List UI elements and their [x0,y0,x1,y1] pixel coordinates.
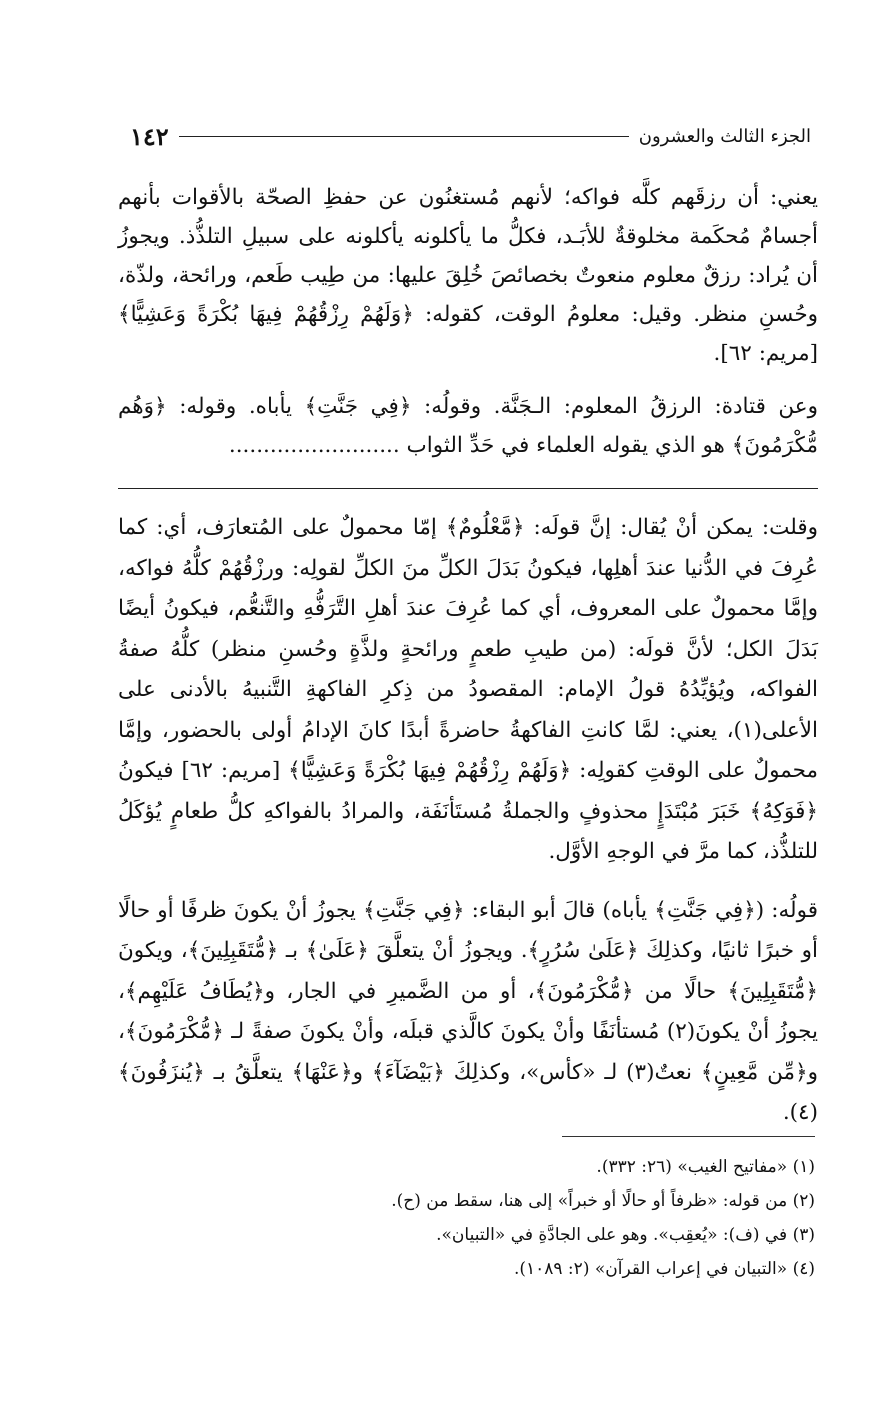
commentary-text [118,178,818,465]
gloss-paragraph: قولُه: (﴿فِي جَنَّتِ﴾ يأباه) قالَ أبو البقاء: ﴿فِي جَنَّتِ﴾ يجوزُ أنْ يكونَ ظرفًا أو حالًا أو خبرًا ثانيًا، وكذلِكَ ﴿عَلَىٰ سُرُرٍ﴾. ويجوزُ أنْ يتعلَّقَ ﴿عَلَىٰ﴾ بـ ﴿مُّتَقَبِلِينَ﴾، ويكونَ ﴿مُّتَقَبِلِينَ﴾ حالًا من ﴿مُّكْرَمُونَ﴾، أو من الضَّميرِ في الجار، و﴿يُطَافُ عَلَيْهِم﴾، يجوزُ أنْ يكونَ(٢) مُستأنَفًا وأنْ يكونَ كالَّذي قبلَه، وأنْ يكونَ صفةً لـ ﴿مُّكْرَمُونَ﴾، و﴿مِّن مَّعِينٍ﴾ نعتٌ(٣) لـ «كأس»، وكذلِكَ ﴿بَيْضَآءَ﴾ و﴿عَنْهَا﴾ يتعلَّقُ بـ ﴿يُنزَفُونَ﴾(٤). [118,897,818,1125]
page-header [120,118,815,154]
footnote: (١) «مفاتيح الغيب» (٢٦: ٣٣٢). [596,1157,815,1177]
footnote: (٢) من قوله: «ظرفاً أو حالًا أو خبراً» إلى هنا، سقط من (ح). [391,1191,815,1211]
commentary-paragraph: وعن قتادة: الرزقُ المعلوم: الـجَنَّة. وقولُه: ﴿فِي جَنَّتِ﴾ يأباه. وقوله: ﴿وَهُم مُّكْرَمُونَ﴾ هو الذي يقوله العلماء في حَدِّ الثواب ......................... [118,394,818,458]
gloss-paragraph: وقلت: يمكن أنْ يُقال: إنَّ قولَه: ﴿مَّعْلُومٌ﴾ إمّا محمولٌ على المُتعارَف، أي: كما عُرِفَ في الدُّنيا عندَ أهلِها، فيكونُ بَدَلَ الكلِّ منَ الكلِّ لقولِه: ورزْقُهُمْ كلُّهُ فواكه، وإمَّا محمولٌ على المعروف، أي كما عُرِفَ عندَ أهلِ التَّرَفُّهِ والتَّنعُّم، فيكونُ أيضًا بَدَلَ الكل؛ لأنَّ قولَه: (من طيبِ طعمٍ ورائحةٍ ولذَّةٍ وحُسنِ منظر) كلُّهُ صفةُ الفواكه، ويُؤيِّدُهُ قولُ الإمام: المقصودُ من ذِكرِ الفاكهةِ التَّنبيهُ بالأدنى على الأعلى(١)، يعني: لمَّا كانتِ الفاكهةُ حاضرةً أبدًا كانَ الإدامُ أولى بالحضور، وإمَّا محمولٌ على الوقتِ كقولِه: ﴿وَلَهُمْ رِزْقُهُمْ فِيهَا بُكْرَةً وَعَشِيًّا﴾ [مريم: ٦٢] فيكونُ ﴿فَوَكِهُ﴾ خَبَرَ مُبْتَدَإٍ محذوفٍ والجملةُ مُستَأنَفَة، والمرادُ بالفواكهِ كلُّ طعامٍ يُؤكَلُ للتلذُّذ، كما مرَّ في الوجهِ الأوَّل. [118,515,818,864]
section-divider [118,488,818,489]
footnotes [160,1150,815,1286]
page-number: ١٤٢ [130,121,169,151]
footnote-separator [562,1136,815,1137]
gloss-text [118,508,818,1152]
running-title: الجزء الثالث والعشرون [638,125,811,147]
footnote: (٤) «التبيان في إعراب القرآن» (٢: ١٠٨٩). [513,1259,815,1279]
header-rule [179,136,629,137]
footnote: (٣) في (ف): «يُعقِب». وهو على الجادَّةِ في «التبيان». [436,1225,815,1245]
commentary-paragraph: يعني: أن رزقَهم كلَّه فواكه؛ لأنهم مُستغنُون عن حفظِ الصحّة بالأقوات بأنهم أجسامٌ مُحكَمة مخلوقةٌ للأبَـد، فكلُّ ما يأكلونه يأكلونه على سبيلِ التلذُّذ. ويجوزُ أن يُراد: رزقٌ معلوم منعوتٌ بخصائصَ خُلِقَ عليها: من طِيب طَعم، ورائحة، ولذّة، وحُسنِ منظر. وقيل: معلومُ الوقت، كقوله: ﴿وَلَهُمْ رِزْقُهُمْ فِيهَا بُكْرَةً وَعَشِيًّا﴾ [مريم: ٦٢]. [118,185,818,366]
